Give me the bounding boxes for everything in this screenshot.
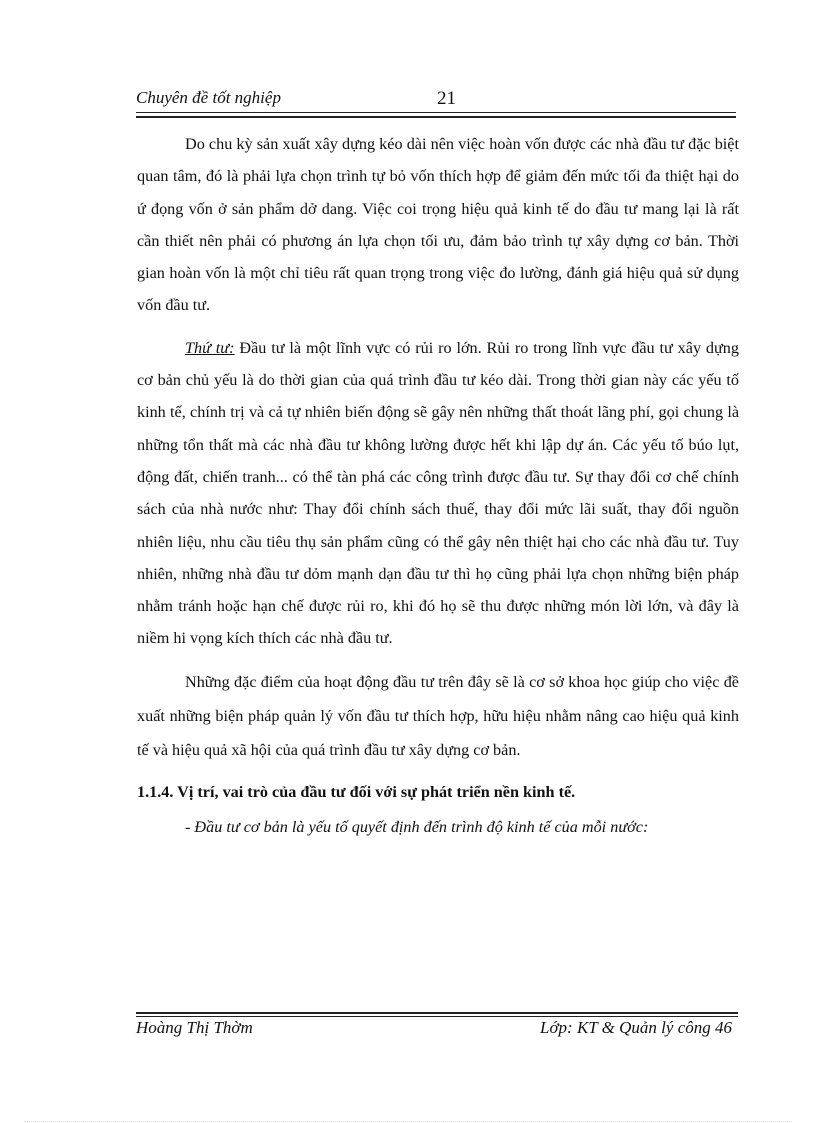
paragraph-2-lead: Thứ tư: xyxy=(185,338,235,357)
section-heading: 1.1.4. Vị trí, vai trò của đầu tư đối với sự phát triển nền kinh tế. xyxy=(137,782,576,801)
footer-class: Lớp: KT & Quản lý công 46 xyxy=(540,1018,732,1037)
paragraph-2 xyxy=(137,332,739,655)
page-edge-divider xyxy=(24,1121,792,1122)
footer-rule-thin xyxy=(136,1016,738,1017)
header-rule-thick xyxy=(136,116,736,118)
paragraph-3: Những đặc điểm của hoạt động đầu tư trên đây sẽ là cơ sở khoa học giúp cho việc đề xuất những biện pháp quản lý vốn đầu tư thích hợp, hữu hiệu nhằm nâng cao hiệu quả kinh tế và hiệu quả xã hội của quá trình đầu tư xây dựng cơ bản. xyxy=(137,672,739,759)
header-rule-thin xyxy=(136,112,736,113)
body-text xyxy=(137,128,739,845)
paragraph-2-text: Đầu tư là một lĩnh vực có rủi ro lớn. Rủi ro trong lĩnh vực đầu tư xây dựng cơ bản chủ yếu là do thời gian của quá trình đầu tư kéo dài. Trong thời gian này các yếu tố kinh tế, chính trị và cả tự nhiên biến động sẽ gây nên những thất thoát lãng phí, gọi chung là những tổn thất mà các nhà đầu tư không lường được hết khi lập dự án. Các yếu tố búo lụt, động đất, chiến tranh... có thể tàn phá các công trình được đầu tư. Sự thay đổi cơ chế chính sách của nhà nước như: Thay đổi chính sách thuế, thay đổi mức lãi suất, thay đổi nguồn nhiên liệu, nhu cầu tiêu thụ sản phẩm cũng có thể gây nên thiệt hại cho các nhà đầu tư. Tuy nhiên, những nhà đầu tư dỏm mạnh dạn đầu tư thì họ cũng phải lựa chọn những biện pháp nhằm tránh hoặc hạn chế được rủi ro, khi đó họ sẽ thu được những món lời lớn, và đây là niềm hi vọng kích thích các nhà đầu tư. xyxy=(137,338,739,648)
footer-author: Hoàng Thị Thờm xyxy=(136,1018,253,1037)
footer-rule-thick xyxy=(136,1012,738,1014)
header-title: Chuyên đề tốt nghiệp xyxy=(136,88,281,107)
bullet-item: - Đầu tư cơ bản là yếu tố quyết định đến trình độ kinh tế của mỗi nước: xyxy=(185,817,649,836)
page-number: 21 xyxy=(437,88,456,109)
paragraph-1: Do chu kỳ sản xuất xây dựng kéo dài nên việc hoàn vốn được các nhà đầu tư đặc biệt quan tâm, đó là phải lựa chọn trình tự bỏ vốn thích hợp để giảm đến mức tối đa thiệt hại do ứ đọng vốn ở sản phẩm dở dang. Việc coi trọng hiệu quả kinh tế do đầu tư mang lại là rất cần thiết nên phải có phương án lựa chọn tối ưu, đảm bảo trình tự xây dựng cơ bản. Thời gian hoàn vốn là một chỉ tiêu rất quan trọng trong việc đo lường, đánh giá hiệu quả sử dụng vốn đầu tư. xyxy=(137,135,739,315)
